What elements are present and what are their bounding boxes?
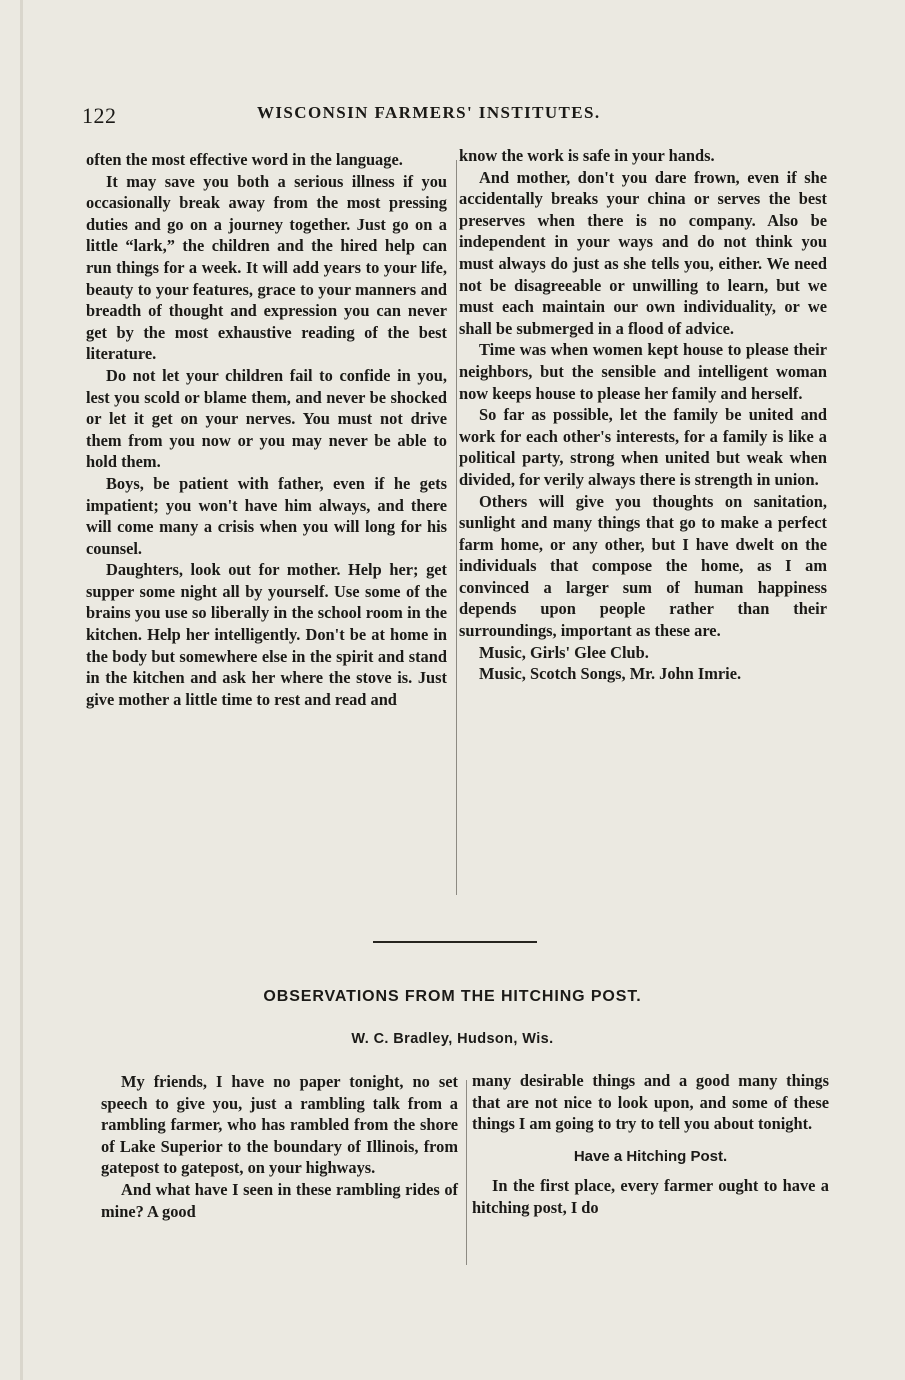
paragraph: know the work is safe in your hands. <box>459 146 715 165</box>
program-item: Music, Girls' Glee Club. <box>479 642 649 662</box>
article-byline: W. C. Bradley, Hudson, Wis. <box>351 1031 554 1047</box>
paragraph: In the first place, every farmer ought to have a hitching post, I do <box>472 1176 829 1217</box>
section-divider <box>373 941 537 943</box>
paragraph: It may save you both a serious illness if you occasionally break away from the most pressing duties and go on a journey together. Just go on a little “lark,” the children and the hired help can run things for a week. It will add years to your life, beauty to your features, grace to your manners and breadth of thought and expression you can never get by the most exhaustive reading of the best literature. <box>86 171 447 364</box>
page-edge-shadow <box>20 0 23 1380</box>
journal-title: WISCONSIN FARMERS' INSTITUTES. <box>257 103 601 122</box>
program-item: Music, Scotch Songs, Mr. John Imrie. <box>479 664 742 684</box>
lower-left-column <box>101 1071 458 1222</box>
paragraph: And mother, don't you dare frown, even if she accidentally breaks your china or serves the best preserves when there is no company. Also be independent in your ways and do not think you must always do just as she tells you, either. We need not be disagreeable or unwilling to learn, but we must each maintain our own individuality, or we shall be submerged in a flood of advice. <box>459 167 827 338</box>
paragraph: Do not let your children fail to confide in you, lest you scold or blame them, and never be shocked or let it get on your nerves. You must not drive them from you now or you may never be able to hold them. <box>86 365 447 472</box>
paragraph: My friends, I have no paper tonight, no set speech to give you, just a rambling talk from a rambling farmer, who has rambled from the shore of Lake Superior to the boundary of Illinois, from gatepost to gatepost, on your highways. <box>101 1072 458 1178</box>
page-number: 122 <box>82 103 117 128</box>
paragraph: So far as possible, let the family be united and work for each other's interests, for a family is like a political party, strong when united but weak when divided, for verily always there is strength in union. <box>459 405 827 489</box>
paragraph: many desirable things and a good many things that are not nice to look upon, and some of these things I am going to try to tell you about tonight. <box>472 1071 829 1134</box>
paragraph: Boys, be patient with father, even if he gets impatient; you won't have him always, and there will come many a crisis when you will long for his counsel. <box>86 473 447 558</box>
lower-right-column <box>472 1070 829 1219</box>
upper-right-column <box>459 145 827 685</box>
running-head <box>82 100 827 130</box>
paragraph: Daughters, look out for mother. Help her; get supper some night all by yourself. Use some of the brains you use so liberally in the school room in the kitchen. Help her intelligently. Don't be at home in the body but somewhere else in the spirit and stand in the kitchen and ask her where the stove is. Just give mother a little time to rest and read and <box>86 560 447 709</box>
paragraph: And what have I seen in these rambling rides of mine? A good <box>101 1179 458 1221</box>
upper-left-column <box>86 149 447 710</box>
column-rule <box>456 160 457 895</box>
article-title: OBSERVATIONS FROM THE HITCHING POST. <box>263 988 642 1005</box>
section-subheading: Have a Hitching Post. <box>573 1147 728 1165</box>
paragraph: Time was when women kept house to please their neighbors, but the sensible and intelligent woman now keeps house to please her family and herself. <box>459 340 827 403</box>
column-rule <box>466 1080 467 1265</box>
paragraph: often the most effective word in the language. <box>86 150 403 169</box>
paragraph: Others will give you thoughts on sanitation, sunlight and many things that go to make a perfect farm home, or any other, but I have dwelt on the individuals that compose the home, as I am convinced a larger sum of human happiness depends upon people rather than their surroundings, important as these are. <box>459 491 827 641</box>
